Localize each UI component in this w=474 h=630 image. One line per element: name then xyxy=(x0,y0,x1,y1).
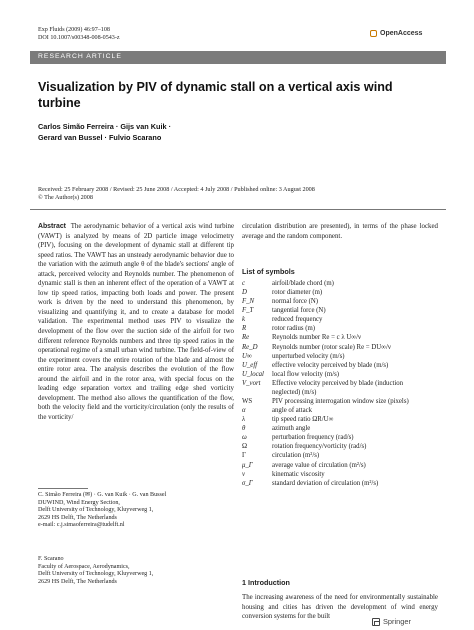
footnote-divider xyxy=(38,488,88,489)
symbol-description: local flow velocity (m/s) xyxy=(272,370,340,378)
symbol-row xyxy=(242,424,442,433)
abstract-heading: Abstract xyxy=(38,223,66,230)
affiliation-2-city: 2629 HS Delft, The Netherlands xyxy=(38,578,117,585)
symbol-row xyxy=(242,451,442,460)
symbol-row xyxy=(242,379,442,388)
symbol-row xyxy=(242,333,442,342)
paper-title: Visualization by PIV of dynamic stall on a vertical axis wind turbine xyxy=(38,80,393,110)
symbol-description: normal force (N) xyxy=(272,298,319,306)
symbol-description: standard deviation of circulation (m²/s) xyxy=(272,479,379,487)
section-heading-introduction: 1 Introduction xyxy=(242,578,290,587)
copyright-line: © The Author(s) 2008 xyxy=(38,194,93,201)
symbol-description: azimuth angle xyxy=(272,425,311,433)
symbol xyxy=(242,388,272,397)
abstract-section xyxy=(38,222,234,422)
symbol: D xyxy=(242,289,247,297)
symbol: λ xyxy=(242,416,245,424)
symbol-row xyxy=(242,352,442,361)
introduction-text: The increasing awareness of the need for environmentally sustainable housing and cities has driven the development of wind energy conversion systems for the built xyxy=(242,594,438,621)
header-divider xyxy=(30,209,446,210)
symbol: k xyxy=(242,316,246,324)
symbol-row xyxy=(242,361,442,370)
springer-horse-icon xyxy=(372,618,380,626)
symbol-description: kinematic viscosity xyxy=(272,470,325,478)
publisher-logo xyxy=(372,617,411,626)
journal-citation: Exp Fluids (2009) 46:97–108 xyxy=(38,27,110,33)
publication-dates xyxy=(38,186,315,202)
symbol-description: perturbation frequency (rad/s) xyxy=(272,434,354,442)
symbol: U∞ xyxy=(242,352,252,360)
symbol: WS xyxy=(242,398,253,406)
symbols-heading: List of symbols xyxy=(242,267,295,276)
publisher-name: Springer xyxy=(383,617,411,626)
affiliation-2-author: F. Scarano xyxy=(38,556,64,562)
symbol-description: tip speed ratio ΩR/U∞ xyxy=(272,416,334,424)
symbol: σ_Γ xyxy=(242,479,253,487)
symbol: Re xyxy=(242,334,250,342)
open-lock-icon xyxy=(370,30,377,37)
open-access-label: OpenAccess xyxy=(380,30,423,37)
symbol-row xyxy=(242,279,442,288)
symbol-row xyxy=(242,470,442,479)
journal-header xyxy=(38,27,120,42)
symbol-description: Effective velocity perceived by blade (induction xyxy=(272,379,404,387)
symbol-description: average value of circulation (m²/s) xyxy=(272,461,366,469)
symbol-row xyxy=(242,461,442,470)
symbol: U_eff xyxy=(242,361,258,369)
symbol: ω xyxy=(242,434,247,442)
authors-line-1: Carlos Simão Ferreira · Gijs van Kuik · xyxy=(38,122,172,131)
affiliation-2 xyxy=(38,556,153,586)
affiliation-1-authors: C. Simão Ferreira (✉) · G. van Kuik · G. van Bussel xyxy=(38,492,167,498)
symbol-description: Reynolds number Re = c λ U∞/ν xyxy=(272,334,362,342)
symbol: c xyxy=(242,280,246,287)
symbol: Re_D xyxy=(242,343,258,351)
symbol-description: neglected) (m/s) xyxy=(272,388,317,396)
affiliation-2-univ: Delft University of Technology, Kluyverweg 1, xyxy=(38,571,154,578)
symbols-list xyxy=(242,279,442,488)
symbol: F_N xyxy=(242,298,255,306)
abstract-continued: circulation distribution are presented), in terms of the phase locked average and the random component. xyxy=(242,223,438,240)
symbol-row xyxy=(242,370,442,379)
symbol-description: rotor diameter (m) xyxy=(272,289,323,297)
article-type-banner xyxy=(30,51,446,64)
symbol-row xyxy=(242,324,442,333)
symbol: U_local xyxy=(242,370,264,378)
symbol-row xyxy=(242,406,442,415)
symbol-description: reduced frequency xyxy=(272,316,323,324)
symbol-description: circulation (m²/s) xyxy=(272,452,320,460)
symbol-description: unperturbed velocity (m/s) xyxy=(272,352,345,360)
symbol-row xyxy=(242,297,442,306)
symbol-row xyxy=(242,343,442,352)
symbol-description: tangential force (N) xyxy=(272,307,326,315)
affiliation-1-city: 2629 HS Delft, The Netherlands xyxy=(38,514,117,521)
symbol: ν xyxy=(242,470,246,478)
symbol-row xyxy=(242,433,442,442)
affiliation-1 xyxy=(38,492,166,530)
doi-text: DOI 10.1007/s00348-008-0543-z xyxy=(38,34,120,41)
symbol-description: rotation frequency/vorticity (rad/s) xyxy=(272,443,367,451)
symbol-row xyxy=(242,442,442,451)
affiliation-1-univ: Delft University of Technology, Kluyverweg 1, xyxy=(38,507,154,514)
article-type-label: RESEARCH ARTICLE xyxy=(38,53,122,60)
symbol-description: effective velocity perceived by blade (m/s) xyxy=(272,361,389,369)
affiliation-2-dept: Faculty of Aerospace, Aerodynamics, xyxy=(38,563,130,570)
symbol: θ xyxy=(242,425,246,433)
open-access-badge xyxy=(370,30,422,37)
symbol-description: angle of attack xyxy=(272,407,313,415)
symbol: V_vort xyxy=(242,379,261,387)
symbol-row xyxy=(242,315,442,324)
symbol-description: rotor radius (m) xyxy=(272,325,316,333)
symbol: α xyxy=(242,407,246,415)
symbol-description: PIV processing interrogation window size (pixels) xyxy=(272,398,409,406)
author-list xyxy=(38,122,171,143)
symbol: Ω xyxy=(242,443,248,451)
symbol-row xyxy=(242,397,442,406)
authors-line-2: Gerard van Bussel · Fulvio Scarano xyxy=(38,132,162,142)
affiliation-1-email: e-mail: c.j.simaoferreira@tudelft.nl xyxy=(38,522,125,529)
symbol: Γ xyxy=(242,452,246,460)
symbol-description: Reynolds number (rotor scale) Re = DU∞/ν xyxy=(272,343,391,351)
abstract-text: The aerodynamic behavior of a vertical axis wind turbine (VAWT) is analyzed by means of 2D particle image velocimetry (PIV), focusing on the development of dynamic stall at different tip speed ratios. The VAWT has an unsteady aerodynamic behavior due to the variation with the azimuth angle θ of the blade's sections' angle of attack, perceived velocity and Reynolds number. The phenomenon of dynamic stall is then an inherent effect of the operation of a VAWT at low tip speed ratios, impacting both loads and power. The present work is driven by the need to understand this phenomenon, by visualizing and quantifying it, and to create a database for model validation. The experimental method uses PIV to visualize the development of the flow over the suction side of the airfoil for two different reference Reynolds numbers and three tip speed ratios in the operational regime of a small urban wind turbine. The field-of-view of the experiment covers the entire rotation of the blade and almost the entire rotor area. The analysis describes the evolution of the flow around the airfoil and in the rotor area, with special focus on the leading edge separation vortex and trailing edge shed vorticity development. The method also allows the quantification of the flow, both the velocity field and the vorticity/circulation (only the results of the vorticity/ xyxy=(38,223,234,421)
symbol-row xyxy=(242,288,442,297)
symbol-description: airfoil/blade chord (m) xyxy=(272,280,334,287)
dates-history: Received: 25 February 2008 / Revised: 25 June 2008 / Accepted: 4 July 2008 / Published online: 3 August 2008 xyxy=(38,186,315,193)
symbol-row xyxy=(242,479,442,488)
symbol: μ_Γ xyxy=(242,461,253,469)
symbol: F_T xyxy=(242,307,254,315)
symbol-row xyxy=(242,415,442,424)
symbol-row xyxy=(242,306,442,315)
symbol-row xyxy=(242,388,442,397)
affiliation-1-dept: DUWIND, Wind Energy Section, xyxy=(38,499,120,506)
symbol: R xyxy=(242,325,247,333)
